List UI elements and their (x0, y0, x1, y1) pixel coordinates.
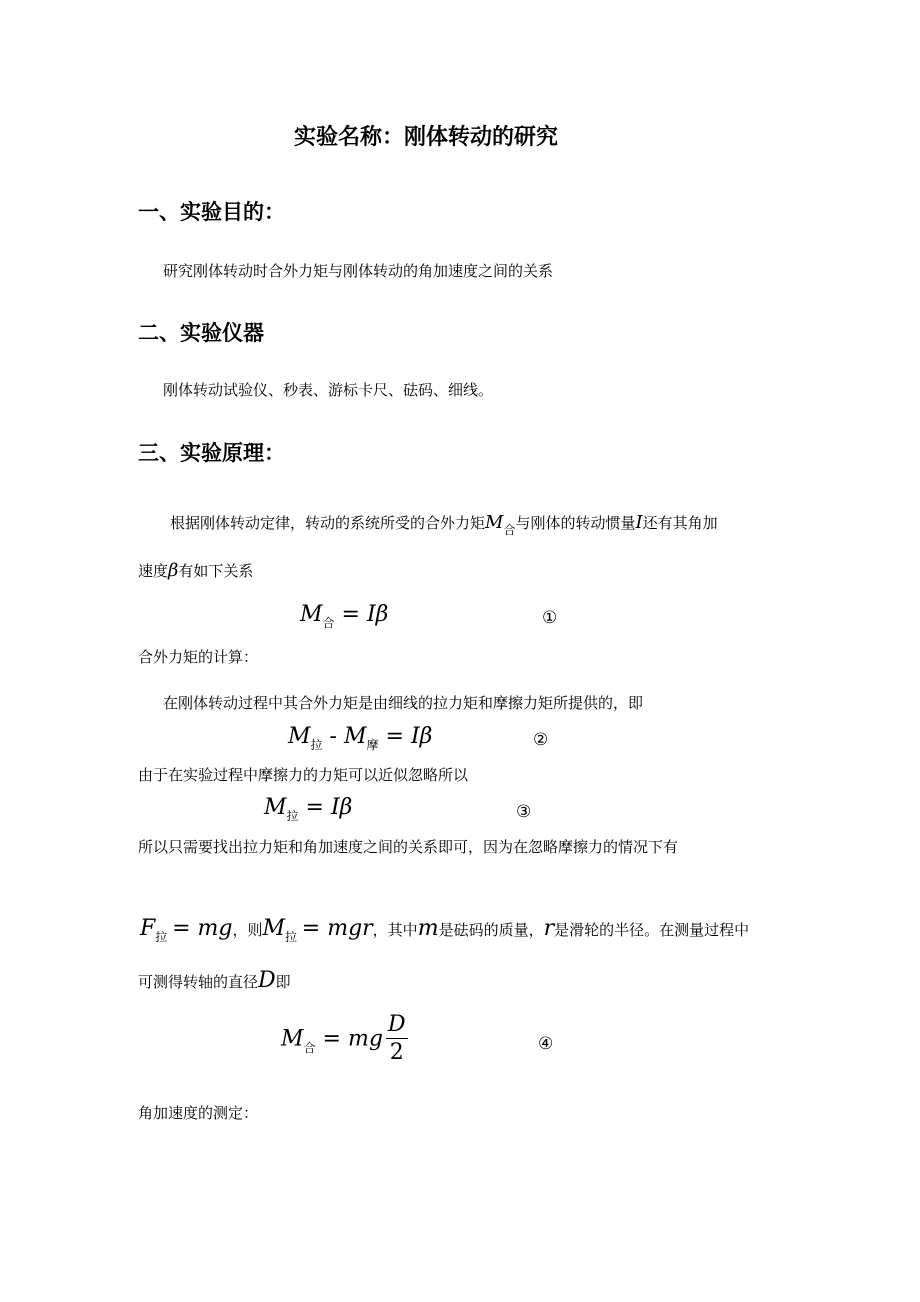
para2-text-a: 速度 (138, 562, 169, 580)
eq2-M2: M (343, 724, 367, 749)
para2-text-b: 有如下关系 (178, 562, 254, 580)
heading-instruments: 二、实验仪器 (138, 321, 264, 345)
inline-M: M (262, 916, 285, 941)
heading-principle: 三、实验原理： (138, 441, 285, 465)
para1-text-a: 根据刚体转动定律，转动的系统所受的合外力矩 (170, 514, 486, 532)
only-text: 所以只需要找出拉力矩和角加速度之间的关系即可，因为在忽略摩擦力的情况下有 (138, 838, 679, 856)
purpose-text: 研究刚体转动时合外力矩与刚体转动的角加速度之间的关系 (163, 262, 554, 280)
inline-M-rhs: = mgr (301, 916, 373, 941)
diameter-line (138, 968, 291, 993)
equation-2-marker: ② (533, 730, 549, 750)
eq3-M: M (264, 795, 287, 820)
force-line (140, 916, 750, 944)
para1-text-b: 与刚体的转动惯量 (515, 514, 636, 532)
equation-4-marker: ④ (538, 1034, 554, 1054)
eq3-rhs: = Iβ (305, 795, 353, 820)
calc-label: 合外力矩的计算： (138, 648, 259, 666)
text-r-desc: 是滑轮的半径。在测量过程中 (554, 921, 750, 939)
eq1-rhs: = Iβ (341, 602, 389, 627)
eq4-fraction (386, 1012, 408, 1067)
eq2-sub1: 拉 (310, 738, 323, 752)
eq2-M1: M (288, 724, 311, 749)
eq2-minus: - (322, 724, 344, 749)
instruments-text: 刚体转动试验仪、秒表、游标卡尺、砝码、细线。 (163, 381, 494, 399)
text-m-desc: 是砝码的质量， (438, 921, 544, 939)
principle-para-line2 (138, 560, 253, 581)
principle-para-line1 (170, 512, 718, 537)
eq4-den: 2 (389, 1040, 404, 1065)
page-title: 实验名称：刚体转动的研究 (293, 125, 558, 150)
inline-F-sub: 拉 (155, 930, 168, 944)
inline-F-rhs: = mg (172, 916, 233, 941)
para1-I-symbol: I (635, 512, 643, 533)
heading-purpose: 一、实验目的： (138, 200, 285, 224)
para1-M-sub: 合 (503, 523, 516, 537)
eq4-num: D (387, 1012, 406, 1037)
eq3-sub: 拉 (286, 809, 299, 823)
text-ze: ，则 (232, 921, 263, 939)
eq1-M: M (300, 602, 323, 627)
para1-text-c: 还有其角加 (642, 514, 718, 532)
text-d1: 可测得转轴的直径 (138, 973, 259, 991)
equation-1-marker: ① (542, 608, 558, 628)
equation-4 (281, 1012, 408, 1067)
para2-beta-symbol: β (168, 560, 179, 581)
eq2-rhs: = Iβ (385, 724, 433, 749)
inline-r-var: r (543, 916, 555, 941)
inline-M-sub: 拉 (284, 930, 297, 944)
equation-3 (264, 795, 353, 823)
equation-3-marker: ③ (516, 802, 532, 822)
inline-D-var: D (258, 968, 276, 993)
inline-F: F (140, 916, 156, 941)
eq4-sub: 合 (303, 1040, 316, 1055)
text-qizhong: ，其中 (372, 921, 418, 939)
eq2-sub2: 摩 (366, 738, 379, 752)
eq1-sub: 合 (322, 616, 335, 630)
para1-M-symbol: M (485, 512, 504, 533)
friction-text: 由于在实验过程中摩擦力的力矩可以近似忽略所以 (138, 766, 469, 784)
eq4-rhs: = mg (322, 1026, 383, 1052)
eq4-M: M (281, 1026, 304, 1052)
angular-label: 角加速度的测定： (138, 1104, 259, 1122)
inline-m-var: m (417, 916, 439, 941)
equation-2 (288, 724, 433, 752)
text-d2: 即 (275, 973, 291, 991)
equation-1 (300, 602, 389, 630)
calc-text: 在刚体转动过程中其合外力矩是由细线的拉力矩和摩擦力矩所提供的，即 (163, 694, 644, 712)
